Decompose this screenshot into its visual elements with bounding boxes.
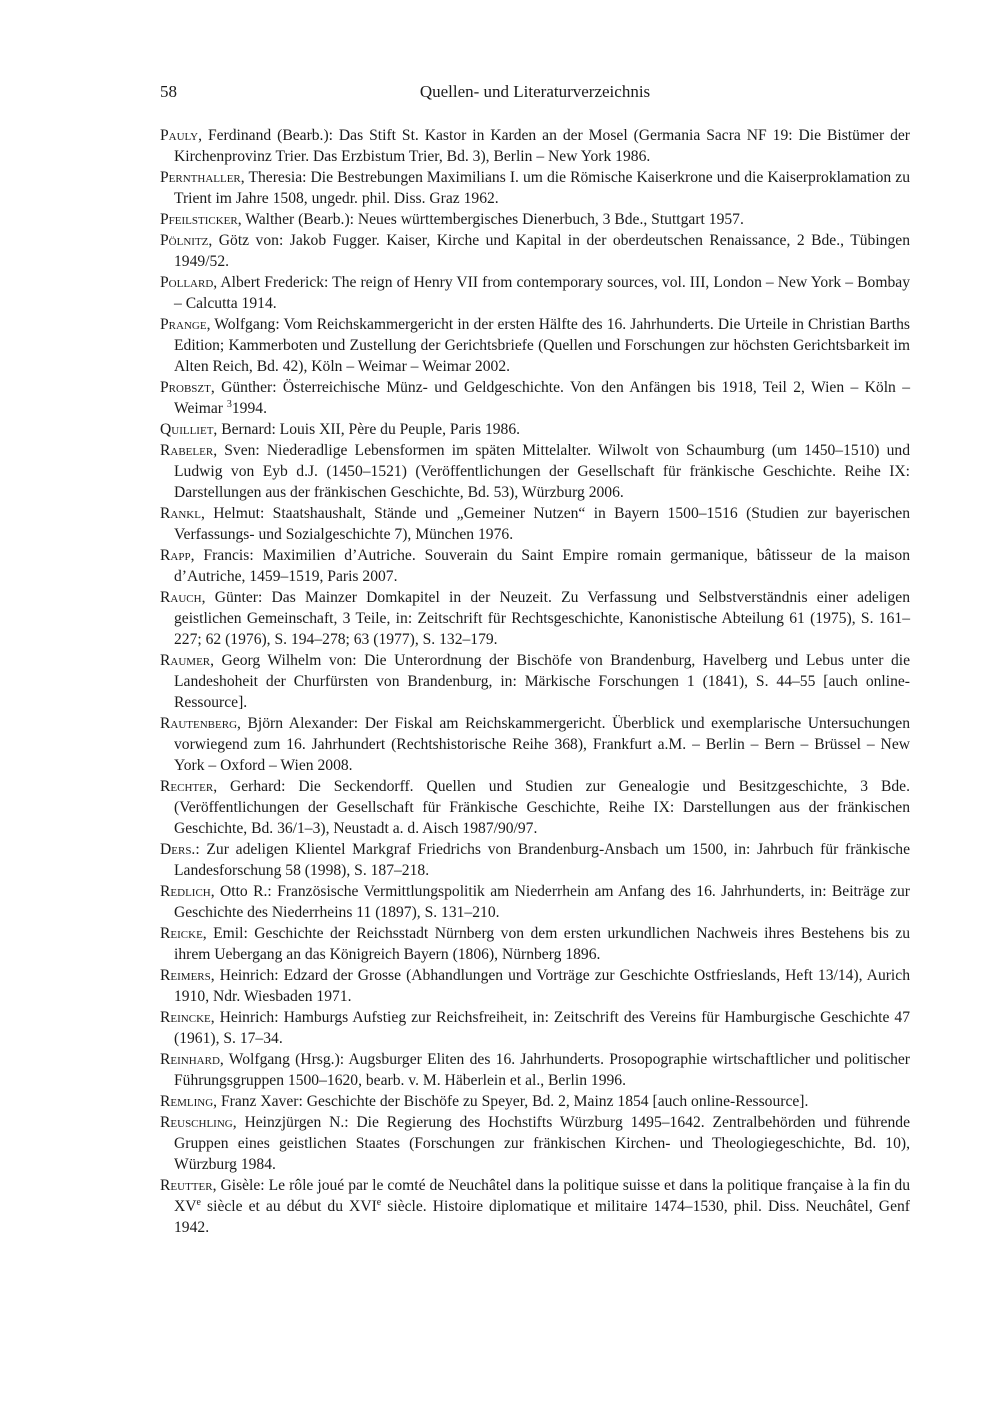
entry-text: , Wolfgang: Vom Reichskammergericht in der ersten Hälfte des 16. Jahrhunderts. Die Urteile in Christian Barths Edition; Kammerboten und Zustellung der Gerichtsbriefe (Quellen und Forschungen zur höchsten Gerichtsbarkeit im Alten Reich, Bd. 42), Köln – Weimar – Weimar 2002. (174, 316, 910, 375)
entry-author: Pollard (160, 274, 214, 291)
entry-author: Pölnitz (160, 232, 209, 249)
bibliography-entry (160, 776, 910, 839)
entry-author: Pernthaller (160, 169, 241, 186)
bibliography-entry (160, 650, 910, 713)
page-number: 58 (160, 82, 177, 101)
entry-author: Quilliet (160, 421, 214, 438)
running-head (160, 82, 910, 106)
entry-author: Reicke (160, 925, 203, 942)
entry-text: , Günther: Österreichische Münz- und Geldgeschichte. Von den Anfängen bis 1918, Teil 2, Wien – Köln – Weimar (174, 379, 910, 417)
entry-text: , Francis: Maximilien d’Autriche. Souverain du Saint Empire romain germanique, bâtisseur de la maison d’Autriche, 1459–1519, Paris 2007. (174, 547, 910, 585)
entry-text: , Heinrich: Edzard der Grosse (Abhandlungen und Vorträge zur Geschichte Ostfrieslands, Heft 13/14), Aurich 1910, Ndr. Wiesbaden 1971. (174, 967, 910, 1005)
bibliography-entry (160, 1091, 910, 1112)
entry-text: , Bernard: Louis XII, Père du Peuple, Paris 1986. (213, 421, 521, 438)
entry-author: Remling (160, 1093, 214, 1110)
bibliography-entry (160, 923, 910, 965)
bibliography-entry (160, 440, 910, 503)
entry-author: Reincke (160, 1009, 211, 1026)
entry-text: , Heinzjürgen N.: Die Regierung des Hochstifts Würzburg 1495–1642. Zentralbehörden und führende Gruppen eines geistlichen Staates (Forschungen zur fränkischen Kirchen- und Theologiegeschichte, Bd. 10), Würzburg 1984. (174, 1114, 910, 1173)
entry-text: , Sven: Niederadlige Lebensformen im späten Mittelalter. Wilwolt von Schaumburg (um 1450–1510) und Ludwig von Eyb d.J. (1450–1521) (Veröffentlichungen der Gesellschaft für fränkische Geschichte. Reihe IX: Darstellungen aus der fränkischen Geschichte, Bd. 53), Würzburg 2006. (174, 442, 910, 501)
entry-text: , Helmut: Staatshaushalt, Stände und „Gemeiner Nutzen“ in Bayern 1500–1516 (Studien zur bayerischen Verfassungs- und Sozialgeschichte 7), München 1976. (174, 505, 910, 543)
entry-text: , Ferdinand (Bearb.): Das Stift St. Kastor in Karden an der Mosel (Germania Sacra NF 19: Die Bistümer der Kirchenprovinz Trier. Das Erzbistum Trier, Bd. 3), Berlin – New York 1986. (174, 127, 910, 165)
entry-text: , Götz von: Jakob Fugger. Kaiser, Kirche und Kapital in der oberdeutschen Renaissance, 2 Bde., Tübingen 1949/52. (174, 232, 910, 270)
bibliography-entry (160, 209, 910, 230)
bibliography-entry (160, 314, 910, 377)
running-head-title: Quellen- und Literaturverzeichnis (419, 82, 651, 101)
entry-author: Rauch (160, 589, 202, 606)
bibliography-entry (160, 839, 910, 881)
entry-author: Pfeilsticker (160, 211, 238, 228)
entry-author: Probszt (160, 379, 211, 396)
bibliography-entry (160, 881, 910, 923)
bibliography-list (160, 125, 910, 1238)
entry-superscript: e (196, 1196, 201, 1208)
entry-author: Reinhard (160, 1051, 220, 1068)
entry-text-tail: 1994. (231, 400, 267, 417)
bibliography-entry (160, 965, 910, 1007)
bibliography-entry (160, 419, 910, 440)
entry-author: Rabeler (160, 442, 214, 459)
bibliography-entry (160, 545, 910, 587)
bibliography-entry (160, 167, 910, 209)
entry-text: , Albert Frederick: The reign of Henry VII from contemporary sources, vol. III, London – New York – Bombay – Calcutta 1914. (174, 274, 910, 312)
bibliography-entry (160, 713, 910, 776)
bibliography-entry (160, 503, 910, 545)
entry-text-tail: siècle et au début du XVI (200, 1198, 377, 1215)
bibliography-entry (160, 125, 910, 167)
entry-text: , Günter: Das Mainzer Domkapitel in der Neuzeit. Zu Verfassung und Selbstverständnis einer adeligen geistlichen Gemeinschaft, 3 Teile, in: Zeitschrift für Rechtsgeschichte, Kanonistische Abteilung 61 (1975), S. 161–227; 62 (1976), S. 194–278; 63 (1977), S. 132–179. (174, 589, 910, 648)
entry-text: , Gerhard: Die Seckendorff. Quellen und Studien zur Genealogie und Besitzgeschichte, 3 Bde. (Veröffentlichungen der Gesellschaft für Fränkische Geschichte, Reihe IX: Darstellungen aus der fränkischen Geschichte, Bd. 36/1–3), Neustadt a. d. Aisch 1987/90/97. (174, 778, 910, 837)
bibliography-entry (160, 377, 910, 419)
entry-superscript: 3 (226, 398, 232, 410)
entry-text: , Heinrich: Hamburgs Aufstieg zur Reichsfreiheit, in: Zeitschrift des Vereins für Hamburgische Geschichte 47 (1961), S. 17–34. (174, 1009, 910, 1047)
entry-author: Rautenberg (160, 715, 238, 732)
bibliography-entry (160, 230, 910, 272)
entry-text-tail: siècle. Histoire diplomatique et militaire 1474–1530, phil. Diss. Neuchâtel, Genf 1942. (174, 1198, 910, 1236)
entry-text: , Georg Wilhelm von: Die Unterordnung der Bischöfe von Brandenburg, Havelberg und Lebus unter die Landeshoheit der Churfürsten von Brandenburg, in: Märkische Forschungen 1 (1841), S. 44–55 [auch online-Ressource]. (174, 652, 910, 711)
entry-text: , Gisèle: Le rôle joué par le comté de Neuchâtel dans la politique suisse et dans la politique française à la fin du XV (174, 1177, 910, 1215)
entry-author: Prange (160, 316, 207, 333)
entry-author: Reimers (160, 967, 211, 984)
entry-text: , Wolfgang (Hrsg.): Augsburger Eliten des 16. Jahrhunderts. Prosopographie wirtschaftlicher und politischer Führungsgruppen 1500–1620, bearb. v. M. Häberlein et al., Berlin 1996. (174, 1051, 910, 1089)
entry-text: : Zur adeligen Klientel Markgraf Friedrichs von Brandenburg-Ansbach um 1500, in: Jahrbuch für fränkische Landesforschung 58 (1998), S. 187–218. (174, 841, 910, 879)
bibliography-entry (160, 1049, 910, 1091)
entry-author: Reuschling (160, 1114, 233, 1131)
entry-author: Redlich (160, 883, 211, 900)
bibliography-entry (160, 587, 910, 650)
bibliography-entry (160, 1112, 910, 1175)
entry-text: , Emil: Geschichte der Reichsstadt Nürnberg von dem ersten urkundlichen Nachweis ihres Bestehens bis zu ihrem Uebergang an das Königreich Bayern (1806), Nürnberg 1896. (174, 925, 910, 963)
entry-author: Rapp (160, 547, 191, 564)
entry-text: , Björn Alexander: Der Fiskal am Reichskammergericht. Überblick und exemplarische Untersuchungen vorwiegend zum 16. Jahrhundert (Rechtshistorische Reihe 368), Frankfurt a.M. – Berlin – Bern – Brüssel – New York – Oxford – Wien 2008. (174, 715, 910, 774)
entry-text: , Theresia: Die Bestrebungen Maximilians I. um die Römische Kaiserkrone und die Kaiserproklamation zu Trient im Jahre 1508, ungedr. phil. Diss. Graz 1962. (174, 169, 910, 207)
entry-author: Reutter (160, 1177, 213, 1194)
entry-superscript: e (376, 1196, 382, 1208)
entry-author: Pauly (160, 127, 199, 144)
entry-text: , Franz Xaver: Geschichte der Bischöfe zu Speyer, Bd. 2, Mainz 1854 [auch online-Ressource]. (213, 1093, 809, 1110)
bibliography-entry (160, 1175, 910, 1238)
bibliography-entry (160, 272, 910, 314)
entry-text: , Walther (Bearb.): Neues württembergisches Dienerbuch, 3 Bde., Stuttgart 1957. (237, 211, 744, 228)
entry-text: , Otto R.: Französische Vermittlungspolitik am Niederrhein am Anfang des 16. Jahrhunderts, in: Beiträge zur Geschichte des Niederrheins 11 (1897), S. 131–210. (174, 883, 910, 921)
entry-author: Rechter (160, 778, 214, 795)
bibliography-entry (160, 1007, 910, 1049)
entry-author: Rankl (160, 505, 201, 522)
entry-author: Raumer (160, 652, 211, 669)
entry-author: Ders. (160, 841, 196, 858)
